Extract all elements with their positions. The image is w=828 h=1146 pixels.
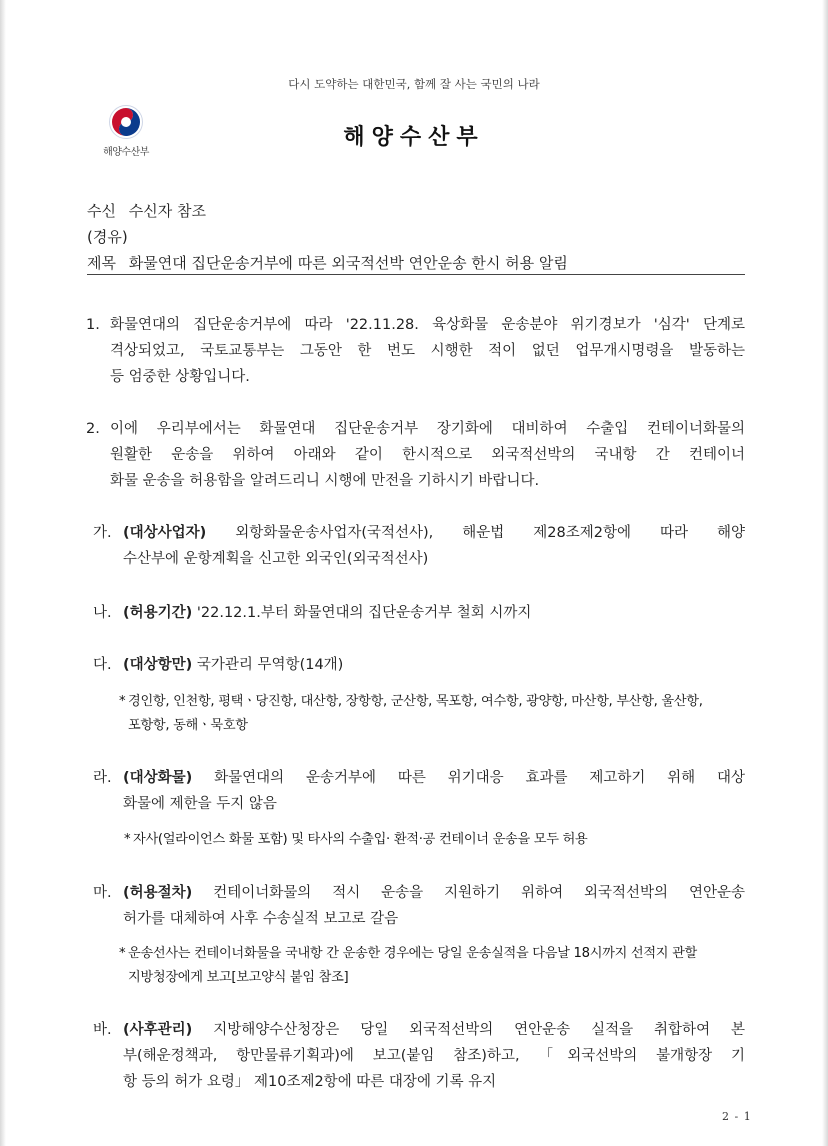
item-label: (대상항만) [123, 657, 193, 673]
note-text: 운송선사는 컨테이너화물을 국내항 간 운송한 경우에는 당일 운송실적을 다음날 18시까지 선적지 관할 [128, 946, 697, 961]
paragraph-line: 격상되었고, 국토교통부는 그동안 한 번도 시행한 적이 없던 업무개시명령을 발동하는 [110, 343, 745, 359]
item-marker: 바. [93, 1022, 112, 1038]
header-divider [87, 274, 745, 275]
item-text: 화물연대의 운송거부에 따른 위기대응 효과를 제고하기 위해 대상 [214, 770, 746, 786]
slogan: 다시 도약하는 대한민국, 함께 잘 사는 국민의 나라 [288, 77, 540, 91]
item-ra [93, 765, 745, 817]
agency-title: 해양수산부 [343, 125, 485, 150]
item-label: (대상화물) [123, 770, 193, 786]
logo-caption: 해양수산부 [103, 147, 149, 158]
item-text: 수산부에 운항계획을 신고한 외국인(외국적선사) [123, 551, 429, 567]
paragraph-line: 화물 운송을 허용함을 알려드리니 시행에 만전을 기하시기 바랍니다. [110, 473, 540, 489]
note-bullet: * [124, 832, 131, 847]
item-ma [93, 880, 745, 932]
paragraph-line: 원활한 운송을 위하여 아래와 같이 한시적으로 외국적선박의 국내항 간 컨테이너 [110, 447, 745, 463]
page-number: 2 - 1 [722, 1110, 752, 1123]
item-na [93, 600, 745, 626]
note-ra [124, 828, 745, 852]
subject-row [87, 252, 568, 273]
item-label: (사후관리) [123, 1022, 193, 1038]
note-text: 지방청장에게 보고[보고양식 붙임 참조] [128, 970, 349, 985]
recipient-value: 수신자 참조 [128, 202, 206, 220]
paragraph-line: 이에 우리부에서는 화물연대 집단운송거부 장기화에 대비하여 수출입 컨테이너화물의 [110, 421, 745, 437]
paragraph-1 [86, 312, 745, 390]
item-text: 지방해양수산청장은 당일 외국적선박의 연안운송 실적을 취합하여 본 [213, 1022, 746, 1038]
page-shadow-left [0, 0, 6, 1146]
paragraph-number: 1. [86, 317, 100, 333]
note-bullet: * [119, 946, 126, 961]
item-marker: 마. [93, 885, 112, 901]
item-text: 허가를 대체하여 사후 수송실적 보고로 갈음 [123, 911, 399, 927]
paragraph-2 [86, 416, 745, 494]
page-shadow-right [822, 0, 828, 1146]
recipient-row [87, 200, 206, 221]
item-ga [93, 520, 745, 572]
subject-label: 제목 [87, 254, 116, 272]
recipient-label: 수신 [87, 202, 116, 220]
item-marker: 라. [93, 770, 112, 786]
note-text: 자사(얼라이언스 화물 포함) 및 타사의 수출입· 환적·공 컨테이너 운송을 모두 허용 [133, 832, 588, 847]
note-bullet: * [119, 694, 126, 709]
paragraph-line: 화물연대의 집단운송거부에 따라 '22.11.28. 육상화물 운송분야 위기경보가 '심각' 단계로 [110, 317, 745, 333]
subject-value: 화물연대 집단운송거부에 따른 외국적선박 연안운송 한시 허용 알림 [128, 254, 568, 272]
note-da [119, 690, 748, 738]
item-text: 항 등의 허가 요령」 제10조제2항에 따른 대장에 기록 유지 [123, 1074, 497, 1090]
note-text: 포항항, 동해ㆍ묵호항 [128, 718, 248, 733]
item-text: 외항화물운송사업자(국적선사), 해운법 제28조제2항에 따라 해양 [235, 525, 745, 541]
item-da [93, 652, 745, 678]
item-label: (허용기간) [123, 605, 193, 621]
paragraph-number: 2. [86, 421, 100, 437]
item-text: 국가관리 무역항(14개) [196, 657, 344, 673]
via-row: (경유) [87, 228, 128, 246]
item-text: 컨테이너화물의 적시 운송을 지원하기 위하여 외국적선박의 연안운송 [213, 885, 746, 901]
note-ma [119, 942, 750, 990]
item-ba [93, 1017, 745, 1095]
item-text: 화물에 제한을 두지 않음 [123, 796, 277, 812]
item-text: '22.12.1.부터 화물연대의 집단운송거부 철회 시까지 [196, 605, 532, 621]
item-marker: 나. [93, 605, 112, 621]
item-label: (허용절차) [123, 885, 193, 901]
item-marker: 다. [93, 657, 112, 673]
item-text: 부(해운정책과, 항만물류기획과)에 보고(붙임 참조)하고, 「외국선박의 불개항장 기 [123, 1048, 745, 1064]
note-text: 경인항, 인천항, 평택ㆍ당진항, 대산항, 장항항, 군산항, 목포항, 여수항, 광양항, 마산항, 부산항, 울산항, [128, 694, 703, 709]
item-marker: 가. [93, 525, 112, 541]
item-label: (대상사업자) [123, 525, 207, 541]
paragraph-line: 등 엄중한 상황입니다. [110, 369, 250, 385]
